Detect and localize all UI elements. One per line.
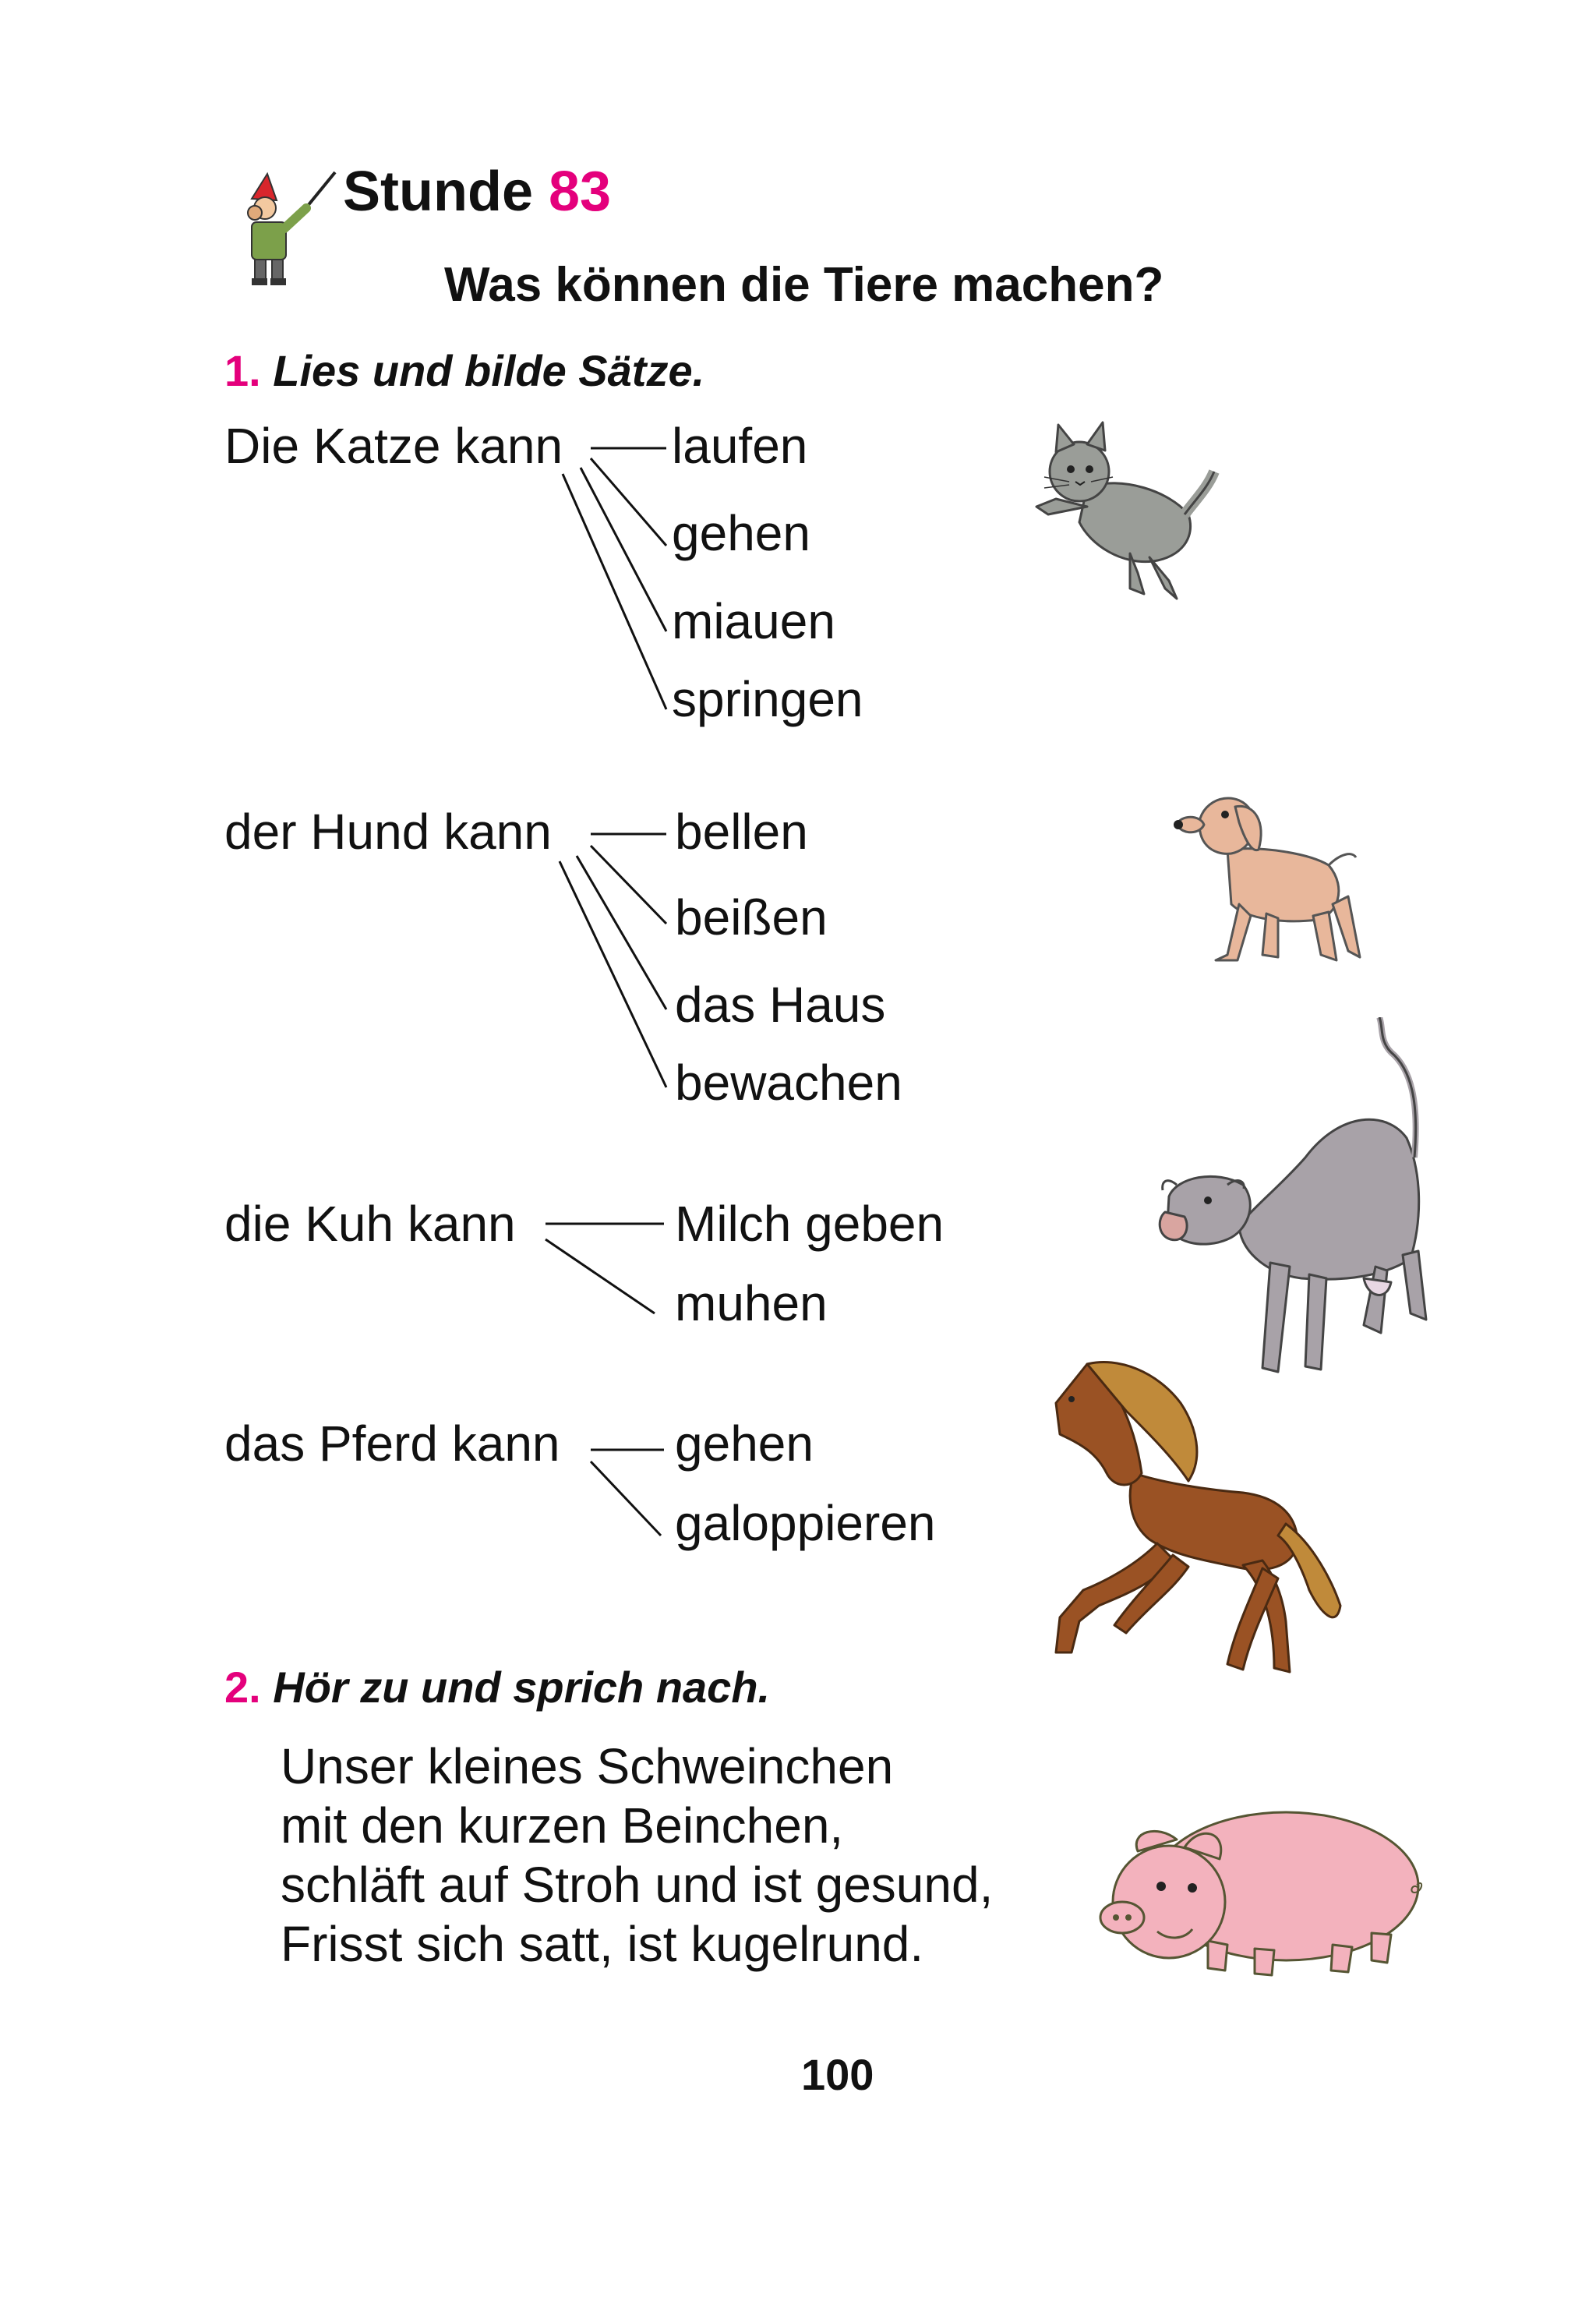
pig-illustration (1091, 1801, 1426, 1980)
poem-line-3: schläft auf Stroh und ist gesund, (281, 1857, 994, 1913)
poem-line-2: mit den kurzen Beinchen, (281, 1797, 844, 1854)
poem (281, 1737, 993, 1974)
subject-katze: Die Katze kann (224, 418, 563, 474)
poem-line-1: Unser kleines Schweinchen (281, 1738, 894, 1794)
task-1-instruction: Lies und bilde Sätze. (273, 346, 705, 395)
verb-hund-2: beißen (675, 889, 828, 945)
cow-illustration (1153, 1017, 1442, 1384)
subject-hund: der Hund kann (224, 804, 552, 860)
horse-illustration (1040, 1356, 1368, 1691)
verb-kuh-1: Milch geben (675, 1196, 945, 1252)
poem-line-4: Frisst sich satt, ist kugelrund. (281, 1916, 924, 1972)
task-2-heading (224, 1663, 771, 1712)
verb-hund-1: bellen (675, 804, 808, 860)
subject-kuh: die Kuh kann (224, 1196, 516, 1252)
verb-pferd-2: galoppieren (675, 1495, 936, 1551)
verb-hund-4: bewachen (675, 1055, 902, 1111)
task-2-number: 2. (224, 1663, 261, 1712)
verb-kuh-2: muhen (675, 1275, 828, 1331)
dog-illustration (1161, 779, 1372, 974)
verb-hund-3: das Haus (675, 977, 886, 1033)
verb-katze-1: laufen (672, 418, 808, 474)
page-number: 100 (801, 2050, 874, 2099)
title-number: 83 (549, 161, 612, 223)
verb-pferd-1: gehen (675, 1416, 814, 1472)
title-word: Stunde (343, 161, 533, 223)
verb-katze-2: gehen (672, 505, 810, 561)
task-1-number: 1. (224, 346, 261, 395)
verb-katze-3: miauen (672, 593, 835, 649)
cat-illustration (1013, 413, 1227, 608)
task-2-instruction: Hör zu und sprich nach. (273, 1663, 771, 1712)
verb-katze-4: springen (672, 671, 863, 727)
subject-pferd: das Pferd kann (224, 1416, 560, 1472)
subtitle: Was können die Tiere machen? (444, 258, 1164, 312)
